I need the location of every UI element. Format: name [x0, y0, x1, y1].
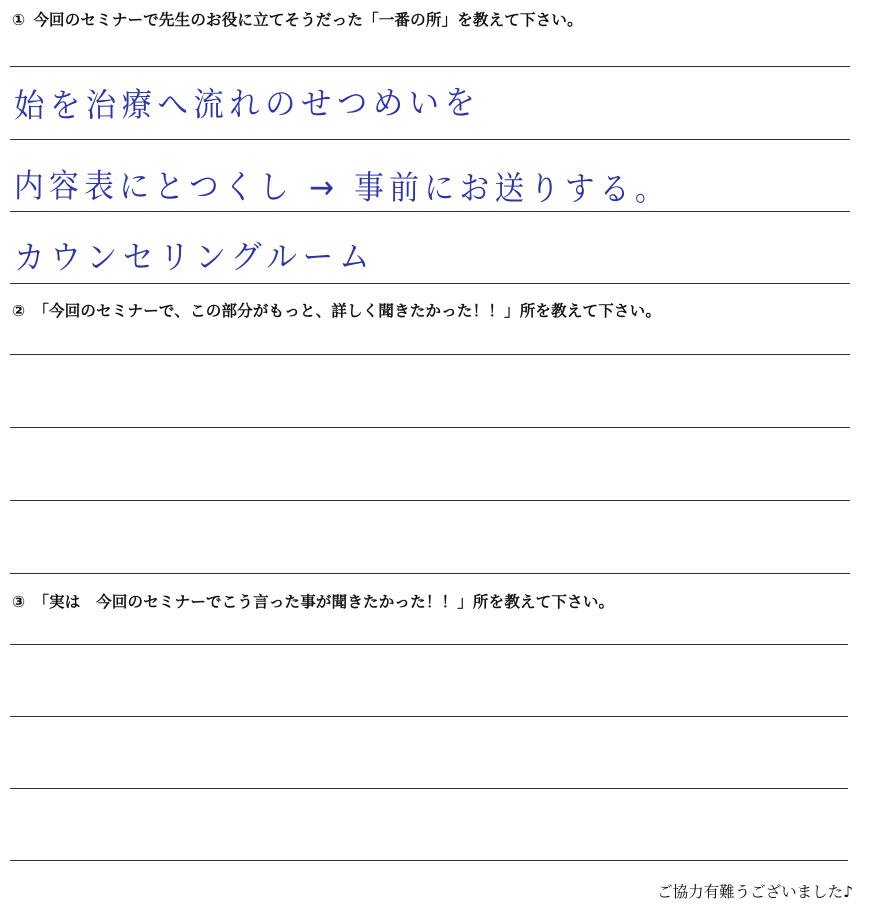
handwritten-answer-1: 始を治療へ流れのせつめいを	[13, 82, 481, 125]
question-1-text: 今回のセミナーで先生のお役に立てそうだった「一番の所」を教えて下さい。	[33, 11, 583, 29]
answer-line-1-3	[10, 211, 850, 212]
answer-line-3-1	[10, 644, 848, 645]
answer-line-1-4	[10, 283, 850, 284]
question-3-text: 「実は 今回のセミナーでこう言った事が聞きたかった！！」所を教えて下さい。	[33, 593, 615, 611]
answer-line-3-4	[10, 860, 848, 861]
answer-line-2-3	[10, 500, 850, 501]
handwritten-answer-3: カウンセリングルーム	[13, 236, 376, 277]
question-3-number: ③	[12, 593, 26, 611]
answer-line-2-2	[10, 427, 850, 428]
question-3	[12, 590, 614, 612]
question-2	[12, 299, 661, 321]
question-1-number: ①	[12, 11, 26, 29]
thank-you-note: ご協力有難うございました♪	[657, 883, 853, 901]
answer-line-2-1	[10, 354, 850, 355]
answer-line-1-2	[10, 139, 850, 140]
answer-line-1-1	[10, 66, 850, 67]
answer-line-3-3	[10, 788, 848, 789]
question-2-number: ②	[12, 302, 26, 320]
handwritten-answer-2: 内容表にとつくし → 事前にお送りする。	[13, 166, 671, 209]
answer-line-3-2	[10, 716, 848, 717]
answer-line-2-4	[10, 573, 850, 574]
question-1	[12, 8, 583, 30]
question-2-text: 「今回のセミナーで、この部分がもっと、詳しく聞きたかった！！」所を教えて下さい。	[33, 302, 662, 320]
